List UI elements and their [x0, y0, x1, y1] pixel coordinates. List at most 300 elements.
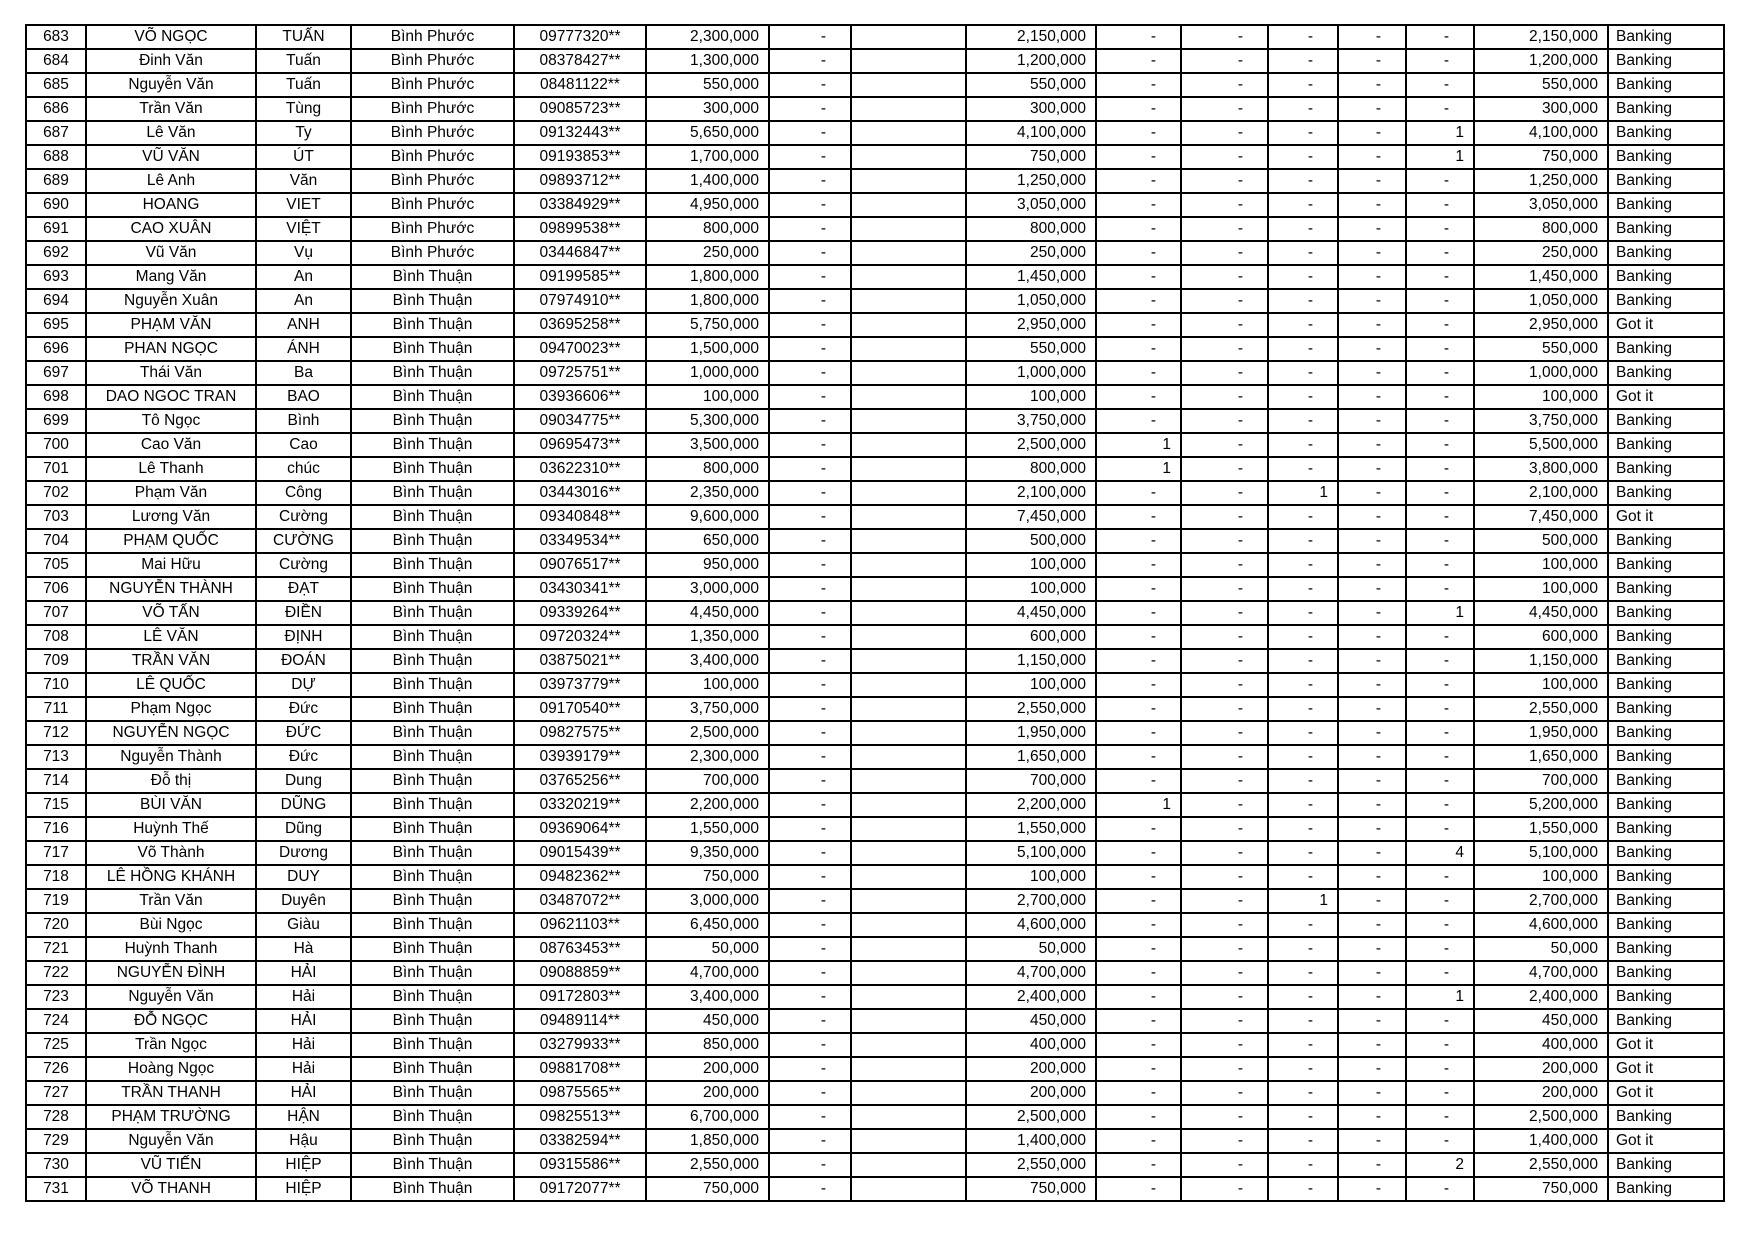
cell-amount-final[interactable]: 2,500,000	[1474, 1105, 1608, 1129]
cell-amount-1[interactable]: 3,400,000	[646, 985, 769, 1009]
cell-phone[interactable]: 08763453**	[514, 937, 646, 961]
cell-dash[interactable]: -	[769, 337, 851, 361]
cell-first-name[interactable]: LÊ QUỐC	[86, 673, 256, 697]
cell-amount-1[interactable]: 3,750,000	[646, 697, 769, 721]
cell-amount-2[interactable]: 1,550,000	[966, 817, 1096, 841]
cell-flag-5[interactable]: -	[1406, 673, 1474, 697]
cell-first-name[interactable]: Đỗ thị	[86, 769, 256, 793]
cell-flag-4[interactable]: -	[1338, 73, 1406, 97]
cell-flag-4[interactable]: -	[1338, 49, 1406, 73]
cell-flag-4[interactable]: -	[1338, 577, 1406, 601]
cell-dash[interactable]: -	[769, 649, 851, 673]
cell-flag-3[interactable]: -	[1268, 361, 1338, 385]
cell-flag-5[interactable]: -	[1406, 313, 1474, 337]
cell-flag-3[interactable]: 1	[1268, 889, 1338, 913]
cell-index[interactable]: 710	[26, 673, 86, 697]
cell-flag-2[interactable]: -	[1181, 1033, 1268, 1057]
cell-status[interactable]: Banking	[1608, 937, 1724, 961]
cell-last-name[interactable]: ĐỊNH	[256, 625, 351, 649]
cell-flag-4[interactable]: -	[1338, 313, 1406, 337]
cell-last-name[interactable]: DUY	[256, 865, 351, 889]
cell-flag-3[interactable]: -	[1268, 865, 1338, 889]
cell-status[interactable]: Got it	[1608, 313, 1724, 337]
cell-index[interactable]: 727	[26, 1081, 86, 1105]
cell-dash[interactable]: -	[769, 313, 851, 337]
cell-flag-4[interactable]: -	[1338, 1057, 1406, 1081]
cell-last-name[interactable]: Cường	[256, 505, 351, 529]
cell-phone[interactable]: 09725751**	[514, 361, 646, 385]
cell-last-name[interactable]: HẢI	[256, 1081, 351, 1105]
cell-amount-1[interactable]: 650,000	[646, 529, 769, 553]
cell-amount-2[interactable]: 3,750,000	[966, 409, 1096, 433]
cell-first-name[interactable]: BÙI VĂN	[86, 793, 256, 817]
cell-flag-3[interactable]: -	[1268, 1105, 1338, 1129]
cell-flag-1[interactable]: -	[1096, 601, 1181, 625]
cell-flag-1[interactable]: -	[1096, 121, 1181, 145]
cell-first-name[interactable]: TRẦN VĂN	[86, 649, 256, 673]
cell-amount-final[interactable]: 2,150,000	[1474, 25, 1608, 49]
cell-flag-3[interactable]: -	[1268, 409, 1338, 433]
cell-empty[interactable]	[851, 697, 966, 721]
cell-province[interactable]: Bình Phước	[351, 73, 514, 97]
cell-phone[interactable]: 03382594**	[514, 1129, 646, 1153]
cell-status[interactable]: Banking	[1608, 193, 1724, 217]
cell-status[interactable]: Got it	[1608, 1081, 1724, 1105]
cell-flag-2[interactable]: -	[1181, 193, 1268, 217]
cell-flag-5[interactable]: -	[1406, 265, 1474, 289]
cell-amount-1[interactable]: 700,000	[646, 769, 769, 793]
cell-amount-final[interactable]: 700,000	[1474, 769, 1608, 793]
cell-first-name[interactable]: Nguyễn Văn	[86, 1129, 256, 1153]
cell-first-name[interactable]: Phạm Văn	[86, 481, 256, 505]
cell-flag-1[interactable]: -	[1096, 745, 1181, 769]
cell-amount-2[interactable]: 100,000	[966, 865, 1096, 889]
cell-phone[interactable]: 09695473**	[514, 433, 646, 457]
cell-flag-3[interactable]: -	[1268, 817, 1338, 841]
cell-flag-4[interactable]: -	[1338, 1081, 1406, 1105]
cell-amount-2[interactable]: 100,000	[966, 553, 1096, 577]
cell-amount-1[interactable]: 100,000	[646, 673, 769, 697]
cell-dash[interactable]: -	[769, 505, 851, 529]
cell-first-name[interactable]: LÊ HỒNG KHÁNH	[86, 865, 256, 889]
cell-last-name[interactable]: Hà	[256, 937, 351, 961]
cell-dash[interactable]: -	[769, 601, 851, 625]
cell-flag-2[interactable]: -	[1181, 841, 1268, 865]
cell-flag-2[interactable]: -	[1181, 961, 1268, 985]
cell-flag-2[interactable]: -	[1181, 793, 1268, 817]
cell-status[interactable]: Banking	[1608, 673, 1724, 697]
cell-index[interactable]: 725	[26, 1033, 86, 1057]
cell-phone[interactable]: 03384929**	[514, 193, 646, 217]
cell-flag-3[interactable]: -	[1268, 385, 1338, 409]
cell-flag-5[interactable]: -	[1406, 769, 1474, 793]
cell-phone[interactable]: 09881708**	[514, 1057, 646, 1081]
cell-amount-1[interactable]: 750,000	[646, 1177, 769, 1201]
cell-flag-3[interactable]: -	[1268, 601, 1338, 625]
cell-flag-2[interactable]: -	[1181, 889, 1268, 913]
cell-flag-2[interactable]: -	[1181, 265, 1268, 289]
cell-flag-5[interactable]: -	[1406, 1009, 1474, 1033]
cell-amount-2[interactable]: 100,000	[966, 385, 1096, 409]
cell-empty[interactable]	[851, 913, 966, 937]
cell-status[interactable]: Banking	[1608, 289, 1724, 313]
cell-flag-4[interactable]: -	[1338, 985, 1406, 1009]
cell-first-name[interactable]: Trần Văn	[86, 97, 256, 121]
cell-first-name[interactable]: PHẠM VĂN	[86, 313, 256, 337]
cell-flag-3[interactable]: -	[1268, 625, 1338, 649]
cell-index[interactable]: 713	[26, 745, 86, 769]
cell-index[interactable]: 690	[26, 193, 86, 217]
cell-flag-2[interactable]: -	[1181, 1081, 1268, 1105]
cell-index[interactable]: 700	[26, 433, 86, 457]
cell-flag-4[interactable]: -	[1338, 337, 1406, 361]
cell-flag-1[interactable]: -	[1096, 985, 1181, 1009]
cell-amount-2[interactable]: 250,000	[966, 241, 1096, 265]
cell-last-name[interactable]: HẢI	[256, 961, 351, 985]
cell-status[interactable]: Banking	[1608, 1153, 1724, 1177]
cell-status[interactable]: Got it	[1608, 1057, 1724, 1081]
cell-empty[interactable]	[851, 505, 966, 529]
cell-flag-2[interactable]: -	[1181, 1153, 1268, 1177]
cell-dash[interactable]: -	[769, 841, 851, 865]
cell-amount-2[interactable]: 2,200,000	[966, 793, 1096, 817]
cell-index[interactable]: 731	[26, 1177, 86, 1201]
cell-last-name[interactable]: An	[256, 289, 351, 313]
cell-flag-4[interactable]: -	[1338, 1105, 1406, 1129]
cell-empty[interactable]	[851, 625, 966, 649]
cell-empty[interactable]	[851, 73, 966, 97]
cell-amount-1[interactable]: 5,750,000	[646, 313, 769, 337]
cell-phone[interactable]: 09172803**	[514, 985, 646, 1009]
cell-flag-4[interactable]: -	[1338, 481, 1406, 505]
cell-dash[interactable]: -	[769, 1033, 851, 1057]
cell-phone[interactable]: 09076517**	[514, 553, 646, 577]
cell-last-name[interactable]: TUẤN	[256, 25, 351, 49]
cell-flag-2[interactable]: -	[1181, 625, 1268, 649]
cell-index[interactable]: 687	[26, 121, 86, 145]
cell-index[interactable]: 726	[26, 1057, 86, 1081]
cell-first-name[interactable]: VŨ VĂN	[86, 145, 256, 169]
cell-phone[interactable]: 09827575**	[514, 721, 646, 745]
cell-phone[interactable]: 09777320**	[514, 25, 646, 49]
cell-status[interactable]: Banking	[1608, 337, 1724, 361]
cell-amount-final[interactable]: 2,400,000	[1474, 985, 1608, 1009]
cell-dash[interactable]: -	[769, 49, 851, 73]
cell-amount-1[interactable]: 9,600,000	[646, 505, 769, 529]
cell-amount-final[interactable]: 3,800,000	[1474, 457, 1608, 481]
cell-amount-2[interactable]: 800,000	[966, 457, 1096, 481]
cell-first-name[interactable]: DAO NGOC TRAN	[86, 385, 256, 409]
cell-amount-final[interactable]: 1,950,000	[1474, 721, 1608, 745]
cell-status[interactable]: Banking	[1608, 625, 1724, 649]
cell-flag-1[interactable]: -	[1096, 265, 1181, 289]
cell-last-name[interactable]: DŨNG	[256, 793, 351, 817]
cell-flag-3[interactable]: -	[1268, 1177, 1338, 1201]
cell-flag-2[interactable]: -	[1181, 697, 1268, 721]
cell-last-name[interactable]: Ba	[256, 361, 351, 385]
cell-flag-2[interactable]: -	[1181, 169, 1268, 193]
cell-amount-1[interactable]: 2,350,000	[646, 481, 769, 505]
cell-status[interactable]: Banking	[1608, 961, 1724, 985]
cell-first-name[interactable]: Lương Văn	[86, 505, 256, 529]
cell-flag-2[interactable]: -	[1181, 49, 1268, 73]
cell-amount-final[interactable]: 1,250,000	[1474, 169, 1608, 193]
cell-amount-final[interactable]: 250,000	[1474, 241, 1608, 265]
cell-phone[interactable]: 09893712**	[514, 169, 646, 193]
cell-last-name[interactable]: Dương	[256, 841, 351, 865]
cell-empty[interactable]	[851, 985, 966, 1009]
cell-last-name[interactable]: Đức	[256, 745, 351, 769]
cell-dash[interactable]: -	[769, 289, 851, 313]
cell-amount-final[interactable]: 1,050,000	[1474, 289, 1608, 313]
cell-flag-5[interactable]: -	[1406, 457, 1474, 481]
cell-phone[interactable]: 03875021**	[514, 649, 646, 673]
cell-empty[interactable]	[851, 265, 966, 289]
cell-flag-5[interactable]: -	[1406, 721, 1474, 745]
cell-flag-3[interactable]: -	[1268, 937, 1338, 961]
cell-province[interactable]: Bình Thuận	[351, 1129, 514, 1153]
cell-flag-5[interactable]: -	[1406, 1105, 1474, 1129]
cell-last-name[interactable]: Tùng	[256, 97, 351, 121]
cell-amount-final[interactable]: 500,000	[1474, 529, 1608, 553]
cell-last-name[interactable]: Dung	[256, 769, 351, 793]
cell-flag-3[interactable]: -	[1268, 961, 1338, 985]
cell-amount-1[interactable]: 1,500,000	[646, 337, 769, 361]
cell-phone[interactable]: 03765256**	[514, 769, 646, 793]
cell-flag-1[interactable]: -	[1096, 289, 1181, 313]
cell-flag-2[interactable]: -	[1181, 985, 1268, 1009]
cell-flag-2[interactable]: -	[1181, 121, 1268, 145]
cell-flag-4[interactable]: -	[1338, 769, 1406, 793]
cell-amount-final[interactable]: 3,050,000	[1474, 193, 1608, 217]
cell-province[interactable]: Bình Thuận	[351, 937, 514, 961]
cell-amount-1[interactable]: 50,000	[646, 937, 769, 961]
cell-empty[interactable]	[851, 385, 966, 409]
cell-first-name[interactable]: Phạm Ngọc	[86, 697, 256, 721]
cell-flag-4[interactable]: -	[1338, 625, 1406, 649]
cell-flag-3[interactable]: -	[1268, 145, 1338, 169]
cell-amount-2[interactable]: 2,150,000	[966, 25, 1096, 49]
cell-last-name[interactable]: Công	[256, 481, 351, 505]
cell-phone[interactable]: 03487072**	[514, 889, 646, 913]
cell-empty[interactable]	[851, 865, 966, 889]
cell-last-name[interactable]: Hải	[256, 985, 351, 1009]
cell-province[interactable]: Bình Thuận	[351, 1081, 514, 1105]
cell-flag-1[interactable]: 1	[1096, 793, 1181, 817]
cell-status[interactable]: Banking	[1608, 601, 1724, 625]
cell-index[interactable]: 699	[26, 409, 86, 433]
cell-index[interactable]: 688	[26, 145, 86, 169]
cell-amount-2[interactable]: 2,700,000	[966, 889, 1096, 913]
cell-last-name[interactable]: ĐẠT	[256, 577, 351, 601]
cell-phone[interactable]: 03443016**	[514, 481, 646, 505]
cell-status[interactable]: Banking	[1608, 97, 1724, 121]
cell-flag-5[interactable]: -	[1406, 385, 1474, 409]
cell-amount-2[interactable]: 1,200,000	[966, 49, 1096, 73]
cell-flag-1[interactable]: -	[1096, 169, 1181, 193]
cell-flag-5[interactable]: -	[1406, 1081, 1474, 1105]
cell-province[interactable]: Bình Thuận	[351, 961, 514, 985]
cell-index[interactable]: 683	[26, 25, 86, 49]
cell-flag-5[interactable]: -	[1406, 481, 1474, 505]
cell-empty[interactable]	[851, 1153, 966, 1177]
cell-amount-2[interactable]: 2,500,000	[966, 433, 1096, 457]
cell-flag-3[interactable]: -	[1268, 121, 1338, 145]
cell-flag-4[interactable]: -	[1338, 745, 1406, 769]
cell-flag-2[interactable]: -	[1181, 1129, 1268, 1153]
cell-index[interactable]: 716	[26, 817, 86, 841]
cell-province[interactable]: Bình Thuận	[351, 433, 514, 457]
cell-status[interactable]: Banking	[1608, 553, 1724, 577]
cell-amount-final[interactable]: 4,100,000	[1474, 121, 1608, 145]
cell-amount-1[interactable]: 450,000	[646, 1009, 769, 1033]
cell-index[interactable]: 709	[26, 649, 86, 673]
cell-province[interactable]: Bình Thuận	[351, 985, 514, 1009]
cell-empty[interactable]	[851, 481, 966, 505]
cell-province[interactable]: Bình Thuận	[351, 889, 514, 913]
cell-index[interactable]: 684	[26, 49, 86, 73]
cell-last-name[interactable]: DỰ	[256, 673, 351, 697]
cell-status[interactable]: Got it	[1608, 385, 1724, 409]
cell-flag-5[interactable]: 4	[1406, 841, 1474, 865]
cell-amount-1[interactable]: 6,700,000	[646, 1105, 769, 1129]
cell-flag-3[interactable]: -	[1268, 505, 1338, 529]
cell-empty[interactable]	[851, 529, 966, 553]
cell-province[interactable]: Bình Phước	[351, 121, 514, 145]
cell-amount-2[interactable]: 550,000	[966, 337, 1096, 361]
cell-status[interactable]: Banking	[1608, 529, 1724, 553]
cell-flag-2[interactable]: -	[1181, 649, 1268, 673]
cell-status[interactable]: Banking	[1608, 1177, 1724, 1201]
cell-index[interactable]: 704	[26, 529, 86, 553]
cell-flag-2[interactable]: -	[1181, 433, 1268, 457]
cell-empty[interactable]	[851, 841, 966, 865]
cell-flag-2[interactable]: -	[1181, 361, 1268, 385]
cell-empty[interactable]	[851, 817, 966, 841]
cell-first-name[interactable]: Đinh Văn	[86, 49, 256, 73]
cell-province[interactable]: Bình Phước	[351, 97, 514, 121]
cell-last-name[interactable]: An	[256, 265, 351, 289]
cell-flag-4[interactable]: -	[1338, 457, 1406, 481]
cell-flag-2[interactable]: -	[1181, 913, 1268, 937]
cell-empty[interactable]	[851, 313, 966, 337]
cell-amount-2[interactable]: 700,000	[966, 769, 1096, 793]
cell-flag-4[interactable]: -	[1338, 289, 1406, 313]
cell-flag-3[interactable]: -	[1268, 193, 1338, 217]
cell-flag-3[interactable]: -	[1268, 289, 1338, 313]
cell-amount-final[interactable]: 5,500,000	[1474, 433, 1608, 457]
cell-phone[interactable]: 03279933**	[514, 1033, 646, 1057]
cell-empty[interactable]	[851, 673, 966, 697]
cell-phone[interactable]: 09085723**	[514, 97, 646, 121]
cell-phone[interactable]: 09172077**	[514, 1177, 646, 1201]
cell-index[interactable]: 701	[26, 457, 86, 481]
cell-empty[interactable]	[851, 1009, 966, 1033]
cell-amount-1[interactable]: 4,950,000	[646, 193, 769, 217]
cell-phone[interactable]: 03349534**	[514, 529, 646, 553]
cell-first-name[interactable]: VŨ TIẾN	[86, 1153, 256, 1177]
cell-flag-4[interactable]: -	[1338, 649, 1406, 673]
cell-flag-4[interactable]: -	[1338, 1177, 1406, 1201]
cell-amount-final[interactable]: 550,000	[1474, 337, 1608, 361]
cell-dash[interactable]: -	[769, 193, 851, 217]
cell-flag-1[interactable]: -	[1096, 913, 1181, 937]
cell-first-name[interactable]: CAO XUÂN	[86, 217, 256, 241]
cell-flag-4[interactable]: -	[1338, 1009, 1406, 1033]
cell-amount-1[interactable]: 1,700,000	[646, 145, 769, 169]
cell-amount-1[interactable]: 5,650,000	[646, 121, 769, 145]
cell-province[interactable]: Bình Thuận	[351, 1033, 514, 1057]
cell-status[interactable]: Banking	[1608, 121, 1724, 145]
cell-flag-1[interactable]: -	[1096, 625, 1181, 649]
cell-flag-1[interactable]: -	[1096, 193, 1181, 217]
cell-dash[interactable]: -	[769, 721, 851, 745]
cell-last-name[interactable]: Đức	[256, 697, 351, 721]
cell-first-name[interactable]: Huỳnh Thanh	[86, 937, 256, 961]
cell-flag-5[interactable]: -	[1406, 889, 1474, 913]
cell-province[interactable]: Bình Thuận	[351, 1057, 514, 1081]
cell-status[interactable]: Banking	[1608, 913, 1724, 937]
cell-amount-final[interactable]: 1,000,000	[1474, 361, 1608, 385]
cell-last-name[interactable]: Giàu	[256, 913, 351, 937]
cell-amount-final[interactable]: 600,000	[1474, 625, 1608, 649]
cell-flag-5[interactable]: -	[1406, 433, 1474, 457]
cell-flag-1[interactable]: -	[1096, 1153, 1181, 1177]
cell-last-name[interactable]: ÁNH	[256, 337, 351, 361]
cell-first-name[interactable]: Nguyễn Văn	[86, 985, 256, 1009]
cell-amount-2[interactable]: 1,150,000	[966, 649, 1096, 673]
cell-status[interactable]: Banking	[1608, 25, 1724, 49]
cell-province[interactable]: Bình Thuận	[351, 1177, 514, 1201]
cell-amount-2[interactable]: 2,950,000	[966, 313, 1096, 337]
cell-flag-4[interactable]: -	[1338, 553, 1406, 577]
cell-empty[interactable]	[851, 121, 966, 145]
cell-empty[interactable]	[851, 553, 966, 577]
cell-province[interactable]: Bình Thuận	[351, 601, 514, 625]
cell-flag-5[interactable]: -	[1406, 409, 1474, 433]
cell-flag-3[interactable]: -	[1268, 1129, 1338, 1153]
cell-flag-3[interactable]: -	[1268, 1153, 1338, 1177]
cell-empty[interactable]	[851, 169, 966, 193]
cell-amount-final[interactable]: 1,450,000	[1474, 265, 1608, 289]
cell-flag-1[interactable]: -	[1096, 1177, 1181, 1201]
cell-empty[interactable]	[851, 745, 966, 769]
cell-flag-1[interactable]: -	[1096, 25, 1181, 49]
cell-phone[interactable]: 09369064**	[514, 817, 646, 841]
cell-flag-1[interactable]: -	[1096, 769, 1181, 793]
cell-flag-3[interactable]: -	[1268, 25, 1338, 49]
cell-first-name[interactable]: Lê Anh	[86, 169, 256, 193]
cell-last-name[interactable]: ĐIỀN	[256, 601, 351, 625]
cell-index[interactable]: 724	[26, 1009, 86, 1033]
cell-phone[interactable]: 09482362**	[514, 865, 646, 889]
cell-flag-2[interactable]: -	[1181, 457, 1268, 481]
cell-province[interactable]: Bình Thuận	[351, 337, 514, 361]
cell-index[interactable]: 723	[26, 985, 86, 1009]
cell-first-name[interactable]: Võ Thành	[86, 841, 256, 865]
cell-index[interactable]: 721	[26, 937, 86, 961]
cell-first-name[interactable]: Trần Văn	[86, 889, 256, 913]
cell-status[interactable]: Banking	[1608, 49, 1724, 73]
cell-flag-5[interactable]: 1	[1406, 985, 1474, 1009]
cell-amount-2[interactable]: 300,000	[966, 97, 1096, 121]
cell-province[interactable]: Bình Thuận	[351, 361, 514, 385]
cell-flag-5[interactable]: -	[1406, 25, 1474, 49]
cell-flag-5[interactable]: 2	[1406, 1153, 1474, 1177]
cell-amount-2[interactable]: 1,400,000	[966, 1129, 1096, 1153]
cell-amount-2[interactable]: 3,050,000	[966, 193, 1096, 217]
cell-province[interactable]: Bình Thuận	[351, 721, 514, 745]
